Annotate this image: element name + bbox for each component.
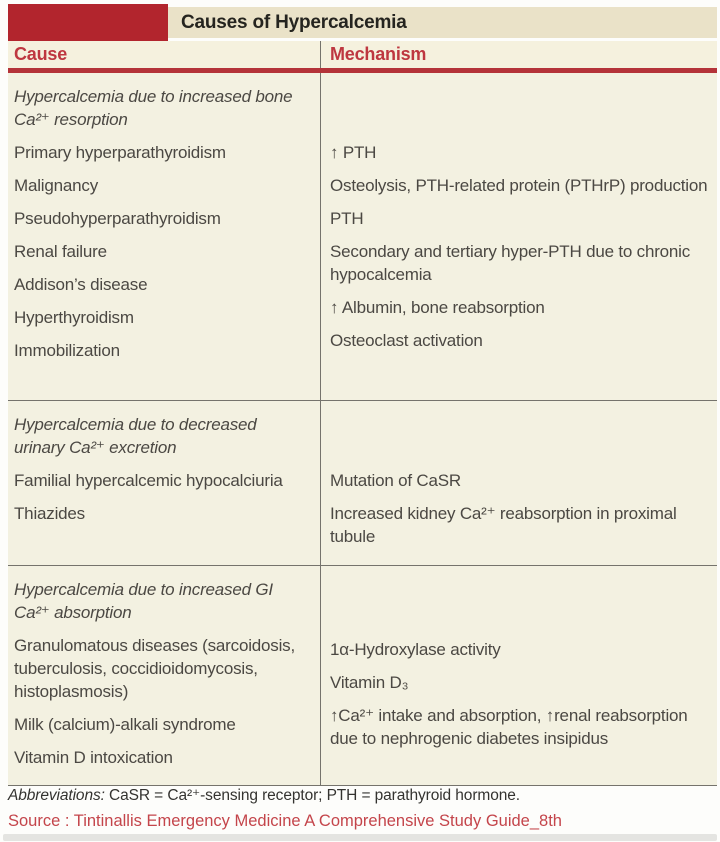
column-header-mechanism: Mechanism bbox=[320, 41, 717, 68]
cause-item: Primary hyperparathyroidism bbox=[14, 143, 226, 162]
mechanism-item: Osteoclast activation bbox=[330, 331, 483, 350]
column-header-cause: Cause bbox=[14, 44, 68, 64]
table-number-block bbox=[8, 4, 168, 41]
cause-item: Granulomatous diseases (sarcoidosis, tuberculosis, coccidioidomycosis, histoplasmosis) bbox=[14, 636, 295, 701]
mechanism-cell bbox=[320, 73, 717, 400]
cause-item: Vitamin D intoxication bbox=[14, 748, 173, 767]
abbreviations-label: Abbreviations: bbox=[8, 787, 105, 804]
mechanism-item: ↑ Albumin, bone reabsorption bbox=[330, 298, 545, 317]
section-bone-resorption bbox=[8, 73, 717, 400]
cause-item: Familial hypercalcemic hypocalciuria bbox=[14, 471, 283, 490]
table-body bbox=[8, 73, 717, 786]
mechanism-item: Mutation of CaSR bbox=[330, 471, 461, 490]
cause-item: Hyperthyroidism bbox=[14, 308, 134, 327]
mechanism-cell bbox=[320, 401, 717, 565]
cause-cell bbox=[8, 566, 320, 785]
column-header-row bbox=[8, 41, 717, 68]
cause-item: Pseudohyperparathyroidism bbox=[14, 209, 221, 228]
bottom-strip bbox=[3, 834, 717, 841]
cause-item: Renal failure bbox=[14, 242, 107, 261]
mechanism-item: ↑ PTH bbox=[330, 143, 377, 162]
table-title: Causes of Hypercalcemia bbox=[168, 7, 717, 38]
abbreviations-text: CaSR = Ca²⁺-sensing receptor; PTH = parathyroid hormone. bbox=[104, 787, 520, 804]
mechanism-item: Osteolysis, PTH-related protein (PTHrP) production bbox=[330, 176, 708, 195]
mechanism-cell bbox=[320, 566, 717, 785]
cause-item: Milk (calcium)-alkali syndrome bbox=[14, 715, 236, 734]
cause-cell bbox=[8, 401, 320, 565]
section-urinary-excretion bbox=[8, 400, 717, 565]
mechanism-item: PTH bbox=[330, 209, 364, 228]
mechanism-item: ↑Ca²⁺ intake and absorption, ↑renal reabsorption due to nephrogenic diabetes insipidus bbox=[330, 706, 688, 748]
abbreviations-note bbox=[8, 786, 713, 806]
mechanism-item: Secondary and tertiary hyper-PTH due to chronic hypocalcemia bbox=[330, 242, 691, 284]
source-line: Source : Tintinallis Emergency Medicine A Comprehensive Study Guide_8th bbox=[8, 812, 562, 830]
cause-item: Immobilization bbox=[14, 341, 120, 360]
table-title-row bbox=[8, 4, 717, 41]
section-heading: Hypercalcemia due to decreased urinary Ca²⁺ excretion bbox=[14, 415, 257, 457]
section-gi-absorption bbox=[8, 565, 717, 785]
cause-cell bbox=[8, 73, 320, 400]
mechanism-item: 1α-Hydroxylase activity bbox=[330, 640, 501, 659]
section-heading: Hypercalcemia due to increased GI Ca²⁺ absorption bbox=[14, 580, 273, 622]
mechanism-item: Increased kidney Ca²⁺ reabsorption in proximal tubule bbox=[330, 504, 677, 546]
hypercalcemia-table bbox=[8, 4, 717, 786]
cause-item: Malignancy bbox=[14, 176, 98, 195]
cause-item: Addison’s disease bbox=[14, 275, 148, 294]
table-footer bbox=[8, 786, 713, 831]
section-heading: Hypercalcemia due to increased bone Ca²⁺ resorption bbox=[14, 87, 293, 129]
cause-item: Thiazides bbox=[14, 504, 85, 523]
mechanism-item: Vitamin D₃ bbox=[330, 673, 409, 692]
